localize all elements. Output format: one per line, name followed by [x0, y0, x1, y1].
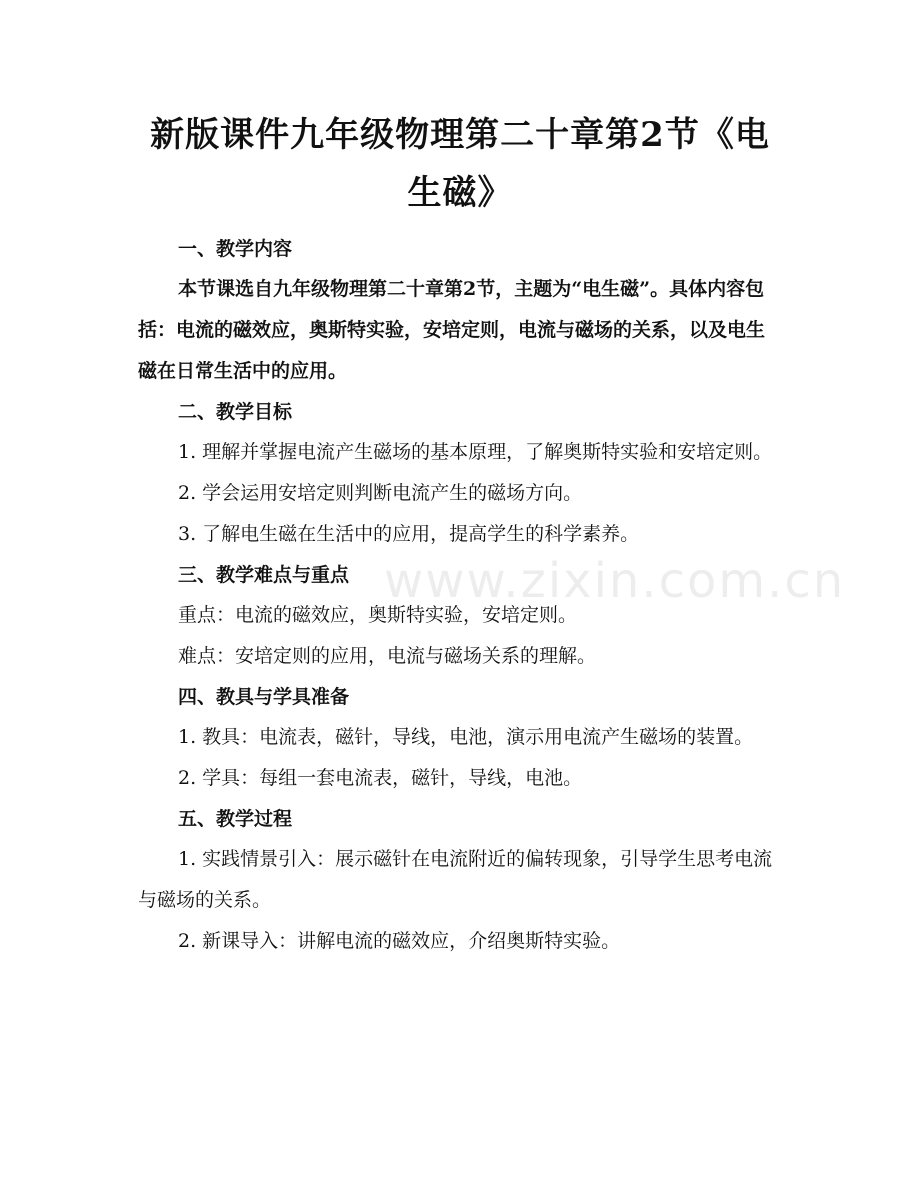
document-body — [138, 229, 782, 962]
watermark: www.zixin.com.cn — [384, 553, 846, 609]
process-item-1: 1. 实践情景引入：展示磁针在电流附近的偏转现象，引导学生思考电流与磁场的关系。 — [138, 848, 773, 911]
tools-item-1: 1. 教具：电流表，磁针，导线，电池，演示用电流产生磁场的装置。 — [178, 726, 754, 748]
tools-item-2: 2. 学具：每组一套电流表，磁针，导线，电池。 — [178, 767, 583, 789]
goal-item-2: 2. 学会运用安培定则判断电流产生的磁场方向。 — [178, 482, 583, 504]
content-paragraph: 本节课选自九年级物理第二十章第2节，主题为“电生磁”。具体内容包括：电流的磁效应，奥斯特实验，安培定则，电流与磁场的关系，以及电生磁在日常生活中的应用。 — [138, 278, 766, 382]
document-title: 新版课件九年级物理第二十章第2节《电生磁》 — [150, 115, 770, 213]
section-heading-content: 一、教学内容 — [178, 238, 293, 260]
goal-item-1: 1. 理解并掌握电流产生磁场的基本原理，了解奥斯特实验和安培定则。 — [178, 441, 773, 463]
section-heading-process: 五、教学过程 — [178, 808, 293, 830]
process-item-2: 2. 新课导入：讲解电流的磁效应，介绍奥斯特实验。 — [178, 930, 621, 952]
section-heading-key-points: 三、教学难点与重点 — [178, 564, 350, 586]
section-heading-goals: 二、教学目标 — [178, 401, 293, 423]
section-heading-tools: 四、教具与学具准备 — [178, 686, 350, 708]
difficult-point-item: 难点：安培定则的应用，电流与磁场关系的理解。 — [178, 645, 597, 667]
goal-item-3: 3. 了解电生磁在生活中的应用，提高学生的科学素养。 — [178, 523, 640, 545]
key-point-item: 重点：电流的磁效应，奥斯特实验，安培定则。 — [178, 604, 578, 626]
